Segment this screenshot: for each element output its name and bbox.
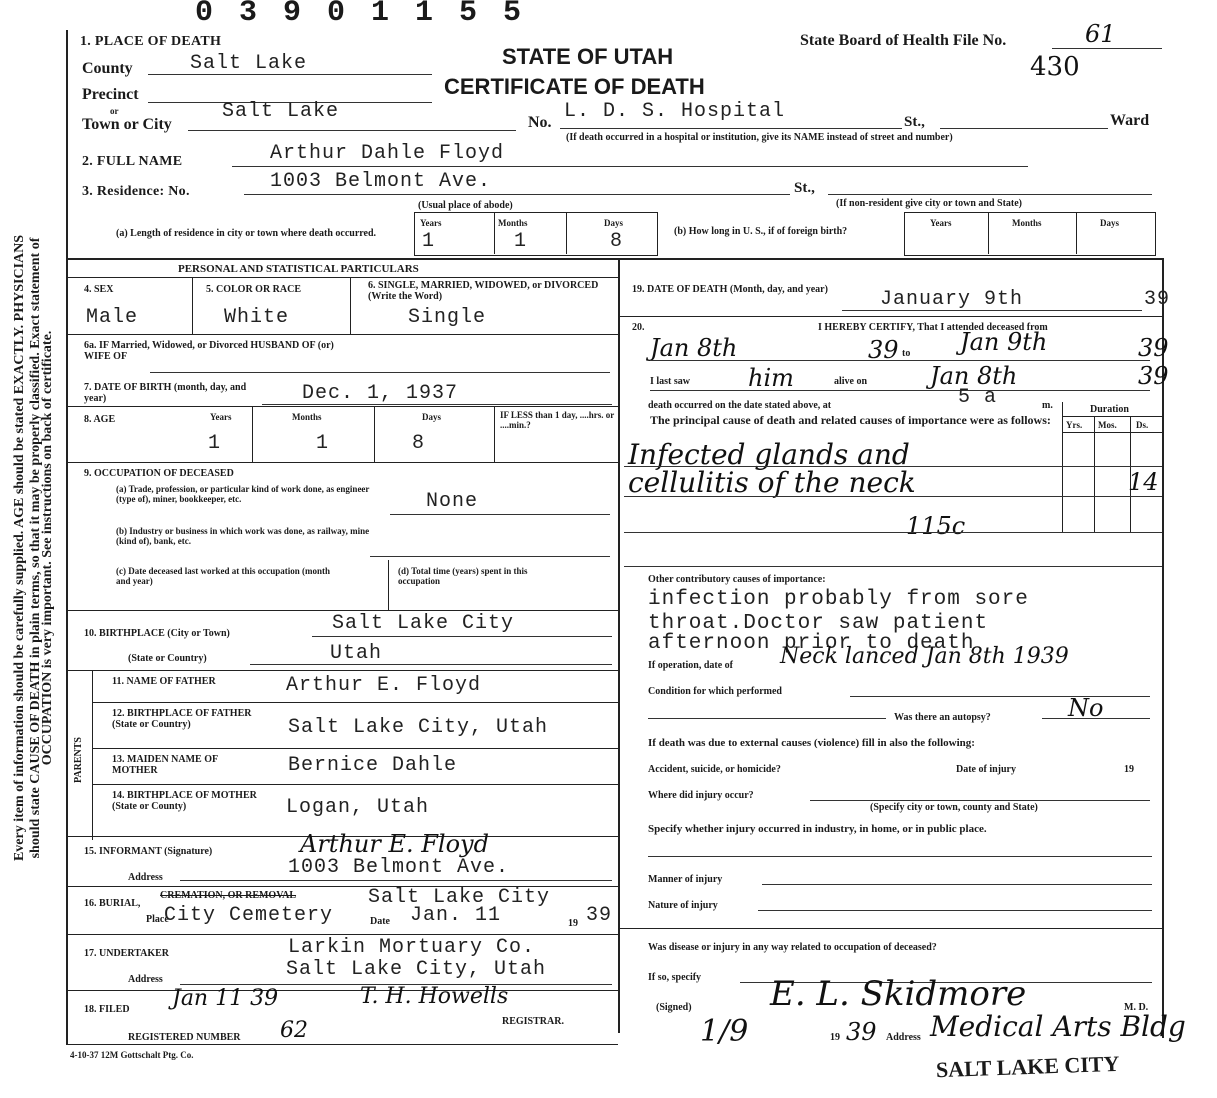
father-birthplace-label: 12. BIRTHPLACE OF FATHER (State or Country)	[112, 708, 252, 730]
file-no-label: State Board of Health File No.	[800, 32, 1007, 49]
hospital-value: L. D. S. Hospital	[564, 100, 786, 123]
nature-label: Nature of injury	[648, 900, 718, 911]
us-days-header: Days	[1100, 218, 1120, 228]
residence-years: 1	[422, 230, 436, 253]
father-label: 11. NAME OF FATHER	[112, 676, 216, 687]
color-value: White	[224, 306, 290, 329]
file-no: 61	[1085, 20, 1116, 48]
dod-value: January 9th	[880, 288, 1024, 311]
signed-year: 39	[846, 1018, 877, 1046]
residence-label: 3. Residence: No.	[82, 184, 190, 199]
attended-to: Jan 9th	[960, 328, 1048, 356]
undertaker-address: Salt Lake City, Utah	[286, 958, 547, 981]
cause-code: 115c	[906, 512, 966, 540]
age-months: 1	[316, 432, 330, 455]
condition-label: Condition for which performed	[648, 686, 782, 697]
operation-value: Neck lanced Jan 8th 1939	[780, 644, 1069, 669]
occurred-time: 5 a	[958, 386, 998, 409]
occupation-label: 9. OCCUPATION OF DECEASED	[84, 468, 234, 479]
certify-number: 20.	[632, 322, 645, 333]
birthplace-city: Salt Lake City	[332, 612, 515, 635]
burial-date-label: Date	[370, 916, 390, 927]
st-label: St.,	[904, 114, 925, 130]
age-years-header: Years	[210, 412, 232, 422]
color-label: 5. COLOR OR RACE	[206, 284, 302, 295]
occupation-value: None	[426, 490, 479, 513]
residence-st-label: St.,	[794, 180, 815, 196]
undertaker-value: Larkin Mortuary Co.	[288, 936, 536, 959]
nonresident-note: (If non-resident give city or town and State)	[836, 198, 1023, 209]
printer-note: 4-10-37 12M Gottschalt Ptg. Co.	[70, 1050, 194, 1060]
contrib-line-1: infection probably from sore	[648, 588, 1029, 611]
ward-label: Ward	[1110, 112, 1150, 129]
accident-label: Accident, suicide, or homicide?	[648, 764, 781, 775]
registrar-label: REGISTRAR.	[502, 1016, 564, 1027]
cause-label: The principal cause of death and related causes of importance were as follows:	[650, 413, 1051, 427]
parents-label: PARENTS	[72, 737, 84, 783]
m-label: m.	[1042, 400, 1053, 411]
operation-label: If operation, date of	[648, 660, 733, 671]
days-header: Days	[604, 218, 624, 228]
sex-label: 4. SEX	[84, 284, 114, 295]
or-label: or	[110, 106, 119, 116]
last-saw-label: I last saw	[650, 376, 691, 387]
county-value: Salt Lake	[190, 52, 308, 75]
physician-signature: E. L. Skidmore	[770, 974, 1027, 1014]
occurred-label: death occurred on the date stated above, at	[648, 400, 832, 411]
abode-note: (Usual place of abode)	[418, 200, 513, 211]
marital-label: 6. SINGLE, MARRIED, WIDOWED, or DIVORCED (Write the Word)	[368, 280, 599, 302]
signed-label: (Signed)	[656, 1002, 692, 1013]
us-years-header: Years	[930, 218, 952, 228]
mother-birthplace: Logan, Utah	[286, 796, 430, 819]
occupation-a-label: (a) Trade, profession, or particular kind of work done, as engineer (type of), miner, bookkeeper, etc.	[116, 484, 370, 504]
residence-days: 8	[610, 230, 624, 253]
occupation-d-label: (d) Total time (years) spent in this occupation	[398, 566, 528, 586]
serial-number: 0 3 9 0 1 1 5 5	[195, 0, 526, 30]
undertaker-label: 17. UNDERTAKER	[84, 948, 170, 959]
autopsy-label: Was there an autopsy?	[894, 712, 991, 723]
age-label: 8. AGE	[84, 414, 116, 425]
undertaker-address-label: Address	[128, 974, 163, 985]
informant-address: 1003 Belmont Ave.	[288, 856, 510, 879]
county-label: County	[82, 60, 133, 77]
informant-address-label: Address	[128, 872, 163, 883]
injury-date-label: Date of injury	[956, 764, 1016, 775]
mother-birthplace-label: 14. BIRTHPLACE OF MOTHER (State or County)	[112, 790, 257, 812]
us-residence-label: (b) How long in U. S., if of foreign birth?	[674, 226, 848, 237]
occupation-related-label: Was disease or injury in any way related to occupation of deceased?	[648, 942, 937, 953]
filed-label: 18. FILED	[84, 1004, 130, 1015]
age-months-header: Months	[292, 412, 322, 422]
external-label: If death was due to external causes (violence) fill in also the following:	[648, 737, 975, 749]
autopsy-value: No	[1068, 694, 1104, 722]
burial-label: 16. BURIAL,	[84, 898, 141, 909]
filed-date: Jan 11 39	[172, 986, 279, 1011]
signed-date: 1/9	[700, 1014, 749, 1049]
contrib-label: Other contributory causes of importance:	[648, 574, 826, 585]
town-label: Town or City	[82, 116, 172, 133]
mother-value: Bernice Dahle	[288, 754, 458, 777]
injury-year: 19	[1124, 764, 1134, 775]
hospital-note: (If death occurred in a hospital or institution, give its NAME instead of street and number)	[566, 132, 953, 143]
certify-text: I HEREBY CERTIFY, That I attended deceased from	[818, 322, 1048, 333]
marital-value: Single	[408, 306, 487, 329]
dur-yrs: Yrs.	[1066, 420, 1083, 430]
place-label: 1. PLACE OF DEATH	[80, 34, 222, 49]
handwritten-number: 430	[1030, 52, 1080, 82]
birthplace-state-label: (State or Country)	[128, 653, 207, 664]
side-instructions-right: OCCUPATION is very important. See instructions on back of certificate.	[40, 330, 55, 766]
signed-address: Medical Arts Bldg	[930, 1010, 1186, 1043]
father-value: Arthur E. Floyd	[286, 674, 482, 697]
burial-year-prefix: 19	[568, 918, 578, 929]
alive-label: alive on	[834, 376, 868, 387]
us-months-header: Months	[1012, 218, 1042, 228]
where-injury-label: Where did injury occur?	[648, 790, 754, 801]
burial-year: 39	[586, 904, 613, 927]
age-days: 8	[412, 432, 426, 455]
mother-label: 13. MAIDEN NAME OF MOTHER	[112, 754, 218, 776]
side-instructions-mid: should state CAUSE OF DEATH in plain terms, so that it may be properly classified. Exact statement of	[28, 237, 43, 859]
registered-number-label: REGISTERED NUMBER	[128, 1032, 241, 1043]
burial-city: Salt Lake City	[368, 886, 551, 909]
signed-address-label: Address	[886, 1032, 921, 1043]
manner-label: Manner of injury	[648, 874, 723, 885]
occupation-c-label: (c) Date deceased last worked at this occupation (month and year)	[116, 566, 330, 586]
residence-value: 1003 Belmont Ave.	[270, 170, 492, 193]
informant-signature: Arthur E. Floyd	[300, 830, 489, 858]
registrar-signature: T. H. Howells	[360, 984, 509, 1009]
if-so-label: If so, specify	[648, 972, 702, 983]
contrib-line-2: throat.Doctor saw patient	[648, 612, 989, 635]
sex-value: Male	[86, 306, 139, 329]
personal-section-title: PERSONAL AND STATISTICAL PARTICULARS	[178, 263, 419, 275]
informant-label: 15. INFORMANT (Signature)	[84, 846, 213, 857]
burial-place-label: Place	[146, 914, 169, 925]
years-header: Years	[420, 218, 442, 228]
attended-from-year: 39	[868, 336, 899, 364]
certificate-title: CERTIFICATE OF DEATH	[444, 74, 705, 99]
to-label: to	[902, 348, 911, 359]
precinct-label: Precinct	[82, 86, 139, 103]
attended-to-year: 39	[1138, 334, 1169, 362]
alive-year: 39	[1138, 362, 1169, 390]
dob-label: 7. DATE OF BIRTH (month, day, and year)	[84, 382, 247, 404]
signed-year-prefix: 19	[830, 1032, 840, 1043]
burial-place: City Cemetery	[164, 904, 334, 927]
occupation-b-label: (b) Industry or business in which work was done, as railway, mine (kind of), bank, etc.	[116, 526, 370, 546]
residence-months: 1	[514, 230, 528, 253]
dur-mos: Mos.	[1098, 420, 1117, 430]
city-stamp: SALT LAKE CITY	[935, 1050, 1120, 1083]
md-label: M. D.	[1124, 1002, 1149, 1013]
duration-label: Duration	[1090, 404, 1129, 415]
husband-label: 6a. IF Married, Widowed, or Divorced HUSBAND OF (or) WIFE OF	[84, 340, 334, 362]
cause-duration: 14	[1128, 468, 1159, 496]
specify-city-note: (Specify city or town, county and State)	[870, 802, 1038, 813]
length-residence-label: (a) Length of residence in city or town where death occurred.	[116, 228, 377, 239]
birthplace-label: 10. BIRTHPLACE (City or Town)	[84, 628, 230, 639]
cause-line-1: Infected glands and	[628, 438, 910, 471]
dob-value: Dec. 1, 1937	[302, 382, 459, 405]
months-header: Months	[498, 218, 528, 228]
less-than-label: IF LESS than 1 day, ....hrs. or ....min.?	[500, 410, 615, 430]
cause-line-2: cellulitis of the neck	[628, 466, 916, 499]
state-title: STATE OF UTAH	[502, 44, 674, 69]
specify-industry-label: Specify whether injury occurred in industry, in home, or in public place.	[648, 823, 987, 835]
dod-year: 39	[1144, 288, 1171, 311]
father-birthplace: Salt Lake City, Utah	[288, 716, 549, 739]
birthplace-state: Utah	[330, 642, 383, 665]
burial-strike: CREMATION, OR REMOVAL	[160, 890, 297, 901]
no-label: No.	[528, 114, 552, 131]
alive-date: Jan 8th	[930, 362, 1018, 390]
age-days-header: Days	[422, 412, 442, 422]
full-name-label: 2. FULL NAME	[82, 154, 183, 169]
registered-number: 62	[280, 1018, 308, 1043]
age-years: 1	[208, 432, 222, 455]
contrib-line-3: afternoon prior to death	[648, 632, 975, 655]
dur-ds: Ds.	[1136, 420, 1149, 430]
last-saw-value: him	[748, 364, 794, 392]
dod-label: 19. DATE OF DEATH (Month, day, and year)	[632, 284, 828, 295]
full-name-value: Arthur Dahle Floyd	[270, 142, 505, 165]
side-instructions-left: Every item of information should be carefully supplied. AGE should be stated EXACTLY. PHYSICIANS	[12, 234, 27, 862]
attended-from: Jan 8th	[650, 334, 738, 362]
town-value: Salt Lake	[222, 100, 340, 123]
burial-date: Jan. 11	[410, 904, 502, 927]
